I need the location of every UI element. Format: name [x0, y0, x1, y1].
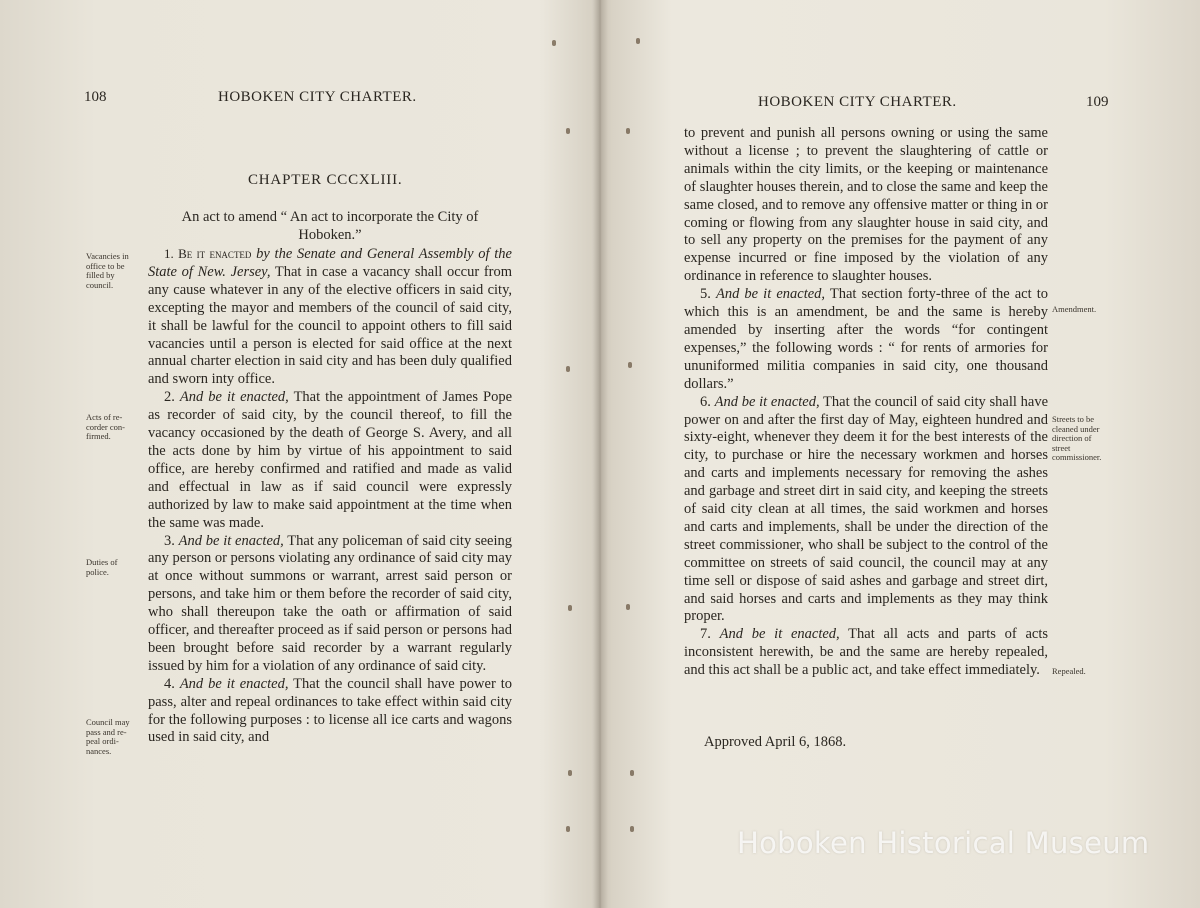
page-number-left: 108: [84, 89, 107, 105]
pinhole: [566, 366, 570, 372]
section-6-number: 6.: [700, 393, 715, 410]
margin-note-vacancies: Vacancies in office to be filled by council.: [86, 251, 129, 290]
section-4-text: That the council shall have power to pass, alter and repeal ordinances to take effect within said city for the following purposes : to license all ice carts and wagons used in said city, and: [148, 675, 513, 746]
act-title-line-2: Hoboken.”: [298, 227, 362, 243]
section-7-text: That all acts and parts of acts inconsistent herewith, be and the same are hereby repealed, and this act shall be a public act, and take effect immediately.: [684, 626, 1049, 679]
left-page-body: [148, 245, 512, 747]
running-head-right: HOBOKEN CITY CHARTER.: [758, 94, 957, 110]
pinhole: [568, 770, 572, 776]
section-3: [148, 533, 512, 676]
section-3-enacting: And be it enacted,: [178, 532, 284, 549]
act-title-line-1: An act to amend “ An act to incorporate the City of: [181, 209, 479, 225]
section-3-text: That any policeman of said city seeing any person or persons violating any ordinance of said city may at once without summons or warrant, arrest said person or persons, and take him or them before the recorder of said city, who shall thereupon take the oath or affirmation of said officer, and thereafter proceed as if said person or persons had been brought before said recorder by a warrant regularly issued by him for a violation of any ordinance of said city.: [148, 532, 513, 674]
section-6-text: That the council of said city shall have power on and after the first day of May, eighteen hundred and sixty-eight, whenever they deem it for the best interests of the city, to purchase or hire the necessary workmen and horses and carts and implements necessary for removing the ashes and garbage and street dirt in said city, and keeping the streets of said city clean at all times, the said workmen and horses and carts and implements, shall be under the direction of the street commissioner, who shall be subject to the control of the committee on streets of said council, the council may at any time sell or dispose of said ashes and garbage and street dirt, and said horses and carts and implements as they may think proper.: [684, 393, 1049, 625]
section-1-text: That in case a vacancy shall occur from any cause whatever in any of the elective officers in said city, excepting the mayor and members of the council of said city, it shall be lawful for the council to appoint others to fill said vacancies until a person is elected for said office at the next annual charter election in said city and has been duly qualified and sworn inty office.: [148, 263, 512, 388]
running-head-left: HOBOKEN CITY CHARTER.: [218, 89, 417, 105]
section-6: [684, 394, 1048, 627]
margin-note-repealed: Repealed.: [1052, 666, 1086, 676]
section-1-label: 1. Be it enacted: [164, 246, 252, 261]
right-page-body: [684, 125, 1048, 680]
chapter-heading: CHAPTER CCCXLIII.: [248, 172, 403, 188]
right-page: [602, 0, 1200, 908]
act-title: [148, 208, 512, 244]
pinhole: [566, 826, 570, 832]
section-1: [148, 245, 512, 389]
margin-note-streets: Streets to be cleaned under direction of street commissioner.: [1052, 414, 1102, 462]
section-5-number: 5.: [700, 286, 716, 303]
approval-date: Approved April 6, 1868.: [704, 734, 847, 750]
section-5-text: That section forty-three of the act to which this is an amendment, be and the same is hereby amended by inserting after the words “for contingent expenses,” the following words : “ for rents of armories for ununiformed militia companies in said city, one thousand dollars.”: [684, 286, 1048, 392]
margin-note-amendment: Amendment.: [1052, 304, 1097, 314]
museum-watermark: Hoboken Historical Museum: [737, 826, 1150, 860]
section-2-number: 2.: [164, 389, 180, 406]
pinhole: [552, 40, 556, 46]
left-page: [0, 0, 598, 908]
margin-note-police: Duties of police.: [86, 557, 118, 577]
section-5-enacting: And be it enacted,: [715, 286, 826, 303]
section-6-enacting: And be it enacted,: [714, 393, 820, 410]
section-4-continuation: to prevent and punish all persons owning or using the same without a license ; to prevent the slaughtering of cattle or animals within the city limits, or the keeping or maintenance of slaughter houses therein, and to close the same and keep the same closed, and to remove any offensive matter or thing in or coming or flowing from any slaughter house in said city, and to sell any property on the premises for the payment of any expense incurred or fine imposed by the violation of any ordinance in reference to slaughter houses.: [684, 125, 1048, 285]
section-7-number: 7.: [700, 626, 720, 643]
section-2-text: That the appointment of James Pope as recorder of said city, by the council thereof, to fill the vacancy occasioned by the death of George S. Avery, and all the acts done by him by virtue of his appointment to said office, are hereby confirmed and ratified and made as valid and effectual in law as if said council were expressly authorized by law to make said appointment at the time when the same was made.: [148, 389, 513, 531]
section-7-enacting: And be it enacted,: [719, 626, 840, 643]
pinhole: [566, 128, 570, 134]
section-3-number: 3.: [164, 532, 179, 549]
margin-note-ordinances: Council may pass and re- peal ordi- nances.: [86, 717, 130, 756]
margin-note-recorder: Acts of re- corder con- firmed.: [86, 412, 125, 441]
section-2-enacting: And be it enacted,: [179, 389, 289, 406]
section-7: [684, 626, 1048, 680]
page-number-right: 109: [1086, 94, 1109, 110]
section-4-number: 4.: [164, 675, 180, 692]
section-4: [148, 676, 512, 748]
section-2: [148, 389, 512, 532]
section-5: [684, 286, 1048, 393]
section-1-enacting-clause: by the Senate and General Assembly of the State of New. Jersey,: [148, 246, 512, 280]
pinhole: [568, 605, 572, 611]
section-4-enacting: And be it enacted,: [179, 675, 289, 692]
